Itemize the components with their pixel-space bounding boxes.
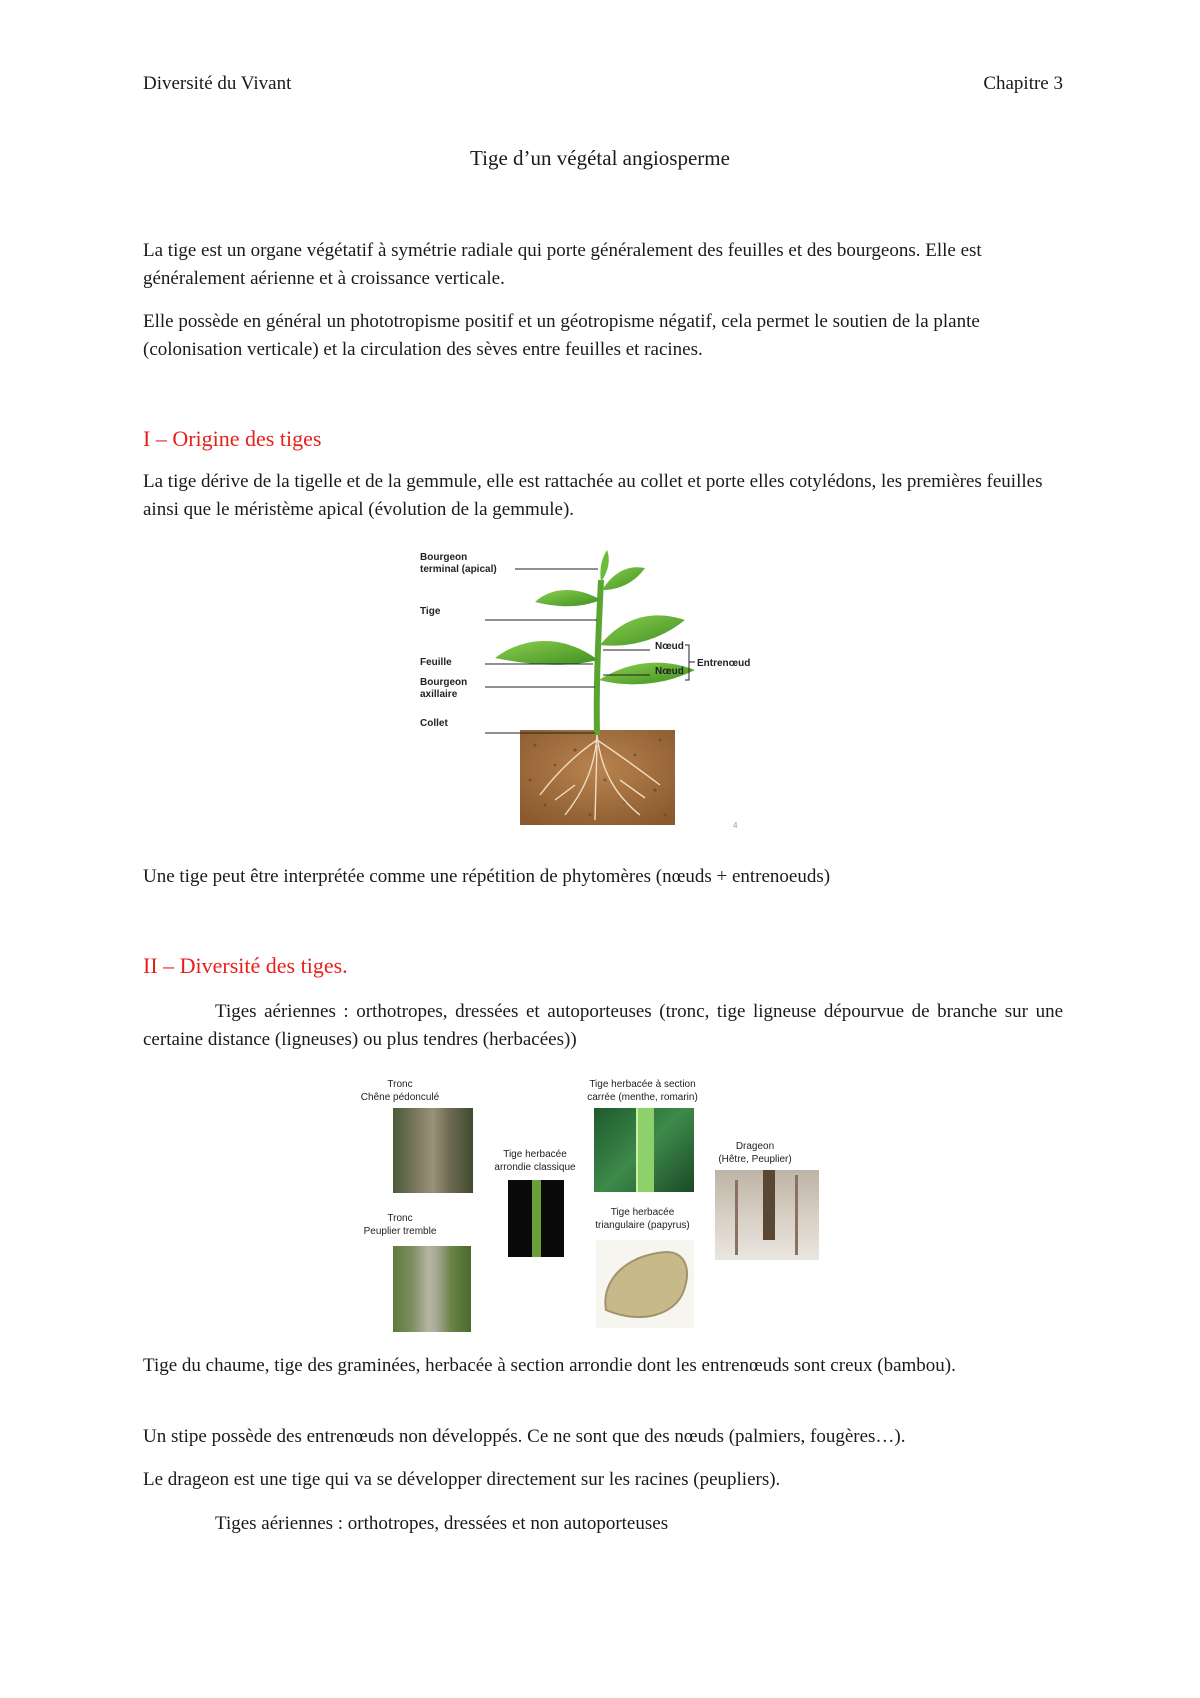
caption-tri-2: triangulaire (papyrus) xyxy=(595,1220,690,1231)
caption-poplar-1: Tronc xyxy=(387,1213,413,1224)
section-2-paragraph-4: Le drageon est une tige qui va se développer directement sur les racines (peupliers). xyxy=(143,1469,781,1490)
label-leaf: Feuille xyxy=(420,657,452,668)
intro-paragraph-1: La tige est un organe végétatif à symétrie radiale qui porte généralement des feuilles et des bourgeons. Elle est généralement aérienne et à croissance verticale. xyxy=(143,240,982,289)
stem-diversity-figure xyxy=(360,1070,830,1335)
label-bud-terminal-2: terminal (apical) xyxy=(420,564,497,575)
caption-oak-2: Chêne pédonculé xyxy=(360,1092,440,1103)
section-2-paragraph-3: Un stipe possède des entrenœuds non développés. Ce ne sont que des nœuds (palmiers, fougères…). xyxy=(143,1426,906,1447)
section-2-paragraph-2: Tige du chaume, tige des graminées, herbacée à section arrondie dont les entrenœuds sont creux (bambou). xyxy=(143,1355,956,1376)
header-left: Diversité du Vivant xyxy=(143,73,292,94)
square-stem-photo xyxy=(594,1108,694,1192)
intro-paragraph-2: Elle possède en général un phototropisme positif et un géotropisme négatif, cela permet le soutien de la plante (colonisation verticale) et la circulation des sèves entre feuilles et racines. xyxy=(143,311,980,360)
soil-block xyxy=(520,730,675,825)
leaf-left xyxy=(495,641,598,665)
section-2-heading: II – Diversité des tiges. xyxy=(143,953,348,978)
label-bud-terminal-1: Bourgeon xyxy=(420,552,468,563)
round-stem-photo xyxy=(508,1180,564,1257)
page-title: Tige d’un végétal angiosperme xyxy=(470,146,730,170)
caption-sucker-1: Drageon xyxy=(735,1141,775,1152)
caption-tri-1: Tige herbacée xyxy=(610,1207,675,1218)
section-2-paragraph-1: Tiges aériennes : orthotropes, dressées et autoporteuses (tronc, tige ligneuse dépourvue de branche sur une certaine distance (ligneuses) ou plus tendres (herbacées)) xyxy=(143,1001,1063,1050)
label-collar: Collet xyxy=(420,718,448,729)
label-internode: Entrenœud xyxy=(697,658,751,669)
plant-stem xyxy=(597,580,601,735)
terminal-bud xyxy=(600,550,608,582)
caption-round-2: arrondie classique xyxy=(494,1162,576,1173)
section-1-paragraph-1: La tige dérive de la tigelle et de la gemmule, elle est rattachée au collet et porte elles cotylédons, les premières feuilles ainsi que le méristème apical (évolution de la gemmule). xyxy=(143,471,1043,520)
caption-oak-1: Tronc xyxy=(387,1079,413,1090)
caption-round-1: Tige herbacée xyxy=(503,1149,567,1160)
label-bud-axillary-2: axillaire xyxy=(420,689,458,700)
label-node-top: Nœud xyxy=(655,641,684,652)
figure-page-mark: 4 xyxy=(733,821,738,830)
caption-sucker-2: (Hêtre, Peuplier) xyxy=(718,1154,792,1165)
label-node-bottom: Nœud xyxy=(655,666,684,677)
caption-square-2: carrée (menthe, romarin) xyxy=(587,1092,698,1103)
label-bud-axillary-1: Bourgeon xyxy=(420,677,468,688)
poplar-trunk-photo xyxy=(393,1246,471,1332)
oak-trunk-photo xyxy=(393,1108,473,1193)
section-2-paragraph-5: Tiges aériennes : orthotropes, dressées et non autoporteuses xyxy=(215,1513,669,1534)
triangular-stem-photo xyxy=(596,1240,694,1328)
leaf-top-right xyxy=(602,567,645,590)
caption-poplar-2: Peuplier tremble xyxy=(363,1226,437,1237)
label-stem: Tige xyxy=(420,606,441,617)
section-1-paragraph-2: Une tige peut être interprétée comme une répétition de phytomères (nœuds + entrenoeuds) xyxy=(143,866,831,887)
section-1-heading: I – Origine des tiges xyxy=(143,426,322,451)
leaf-top-left xyxy=(535,590,601,606)
plant-anatomy-diagram xyxy=(420,540,765,840)
caption-square-1: Tige herbacée à section xyxy=(589,1079,696,1090)
sucker-photo xyxy=(715,1170,819,1260)
header-right: Chapitre 3 xyxy=(983,73,1063,94)
